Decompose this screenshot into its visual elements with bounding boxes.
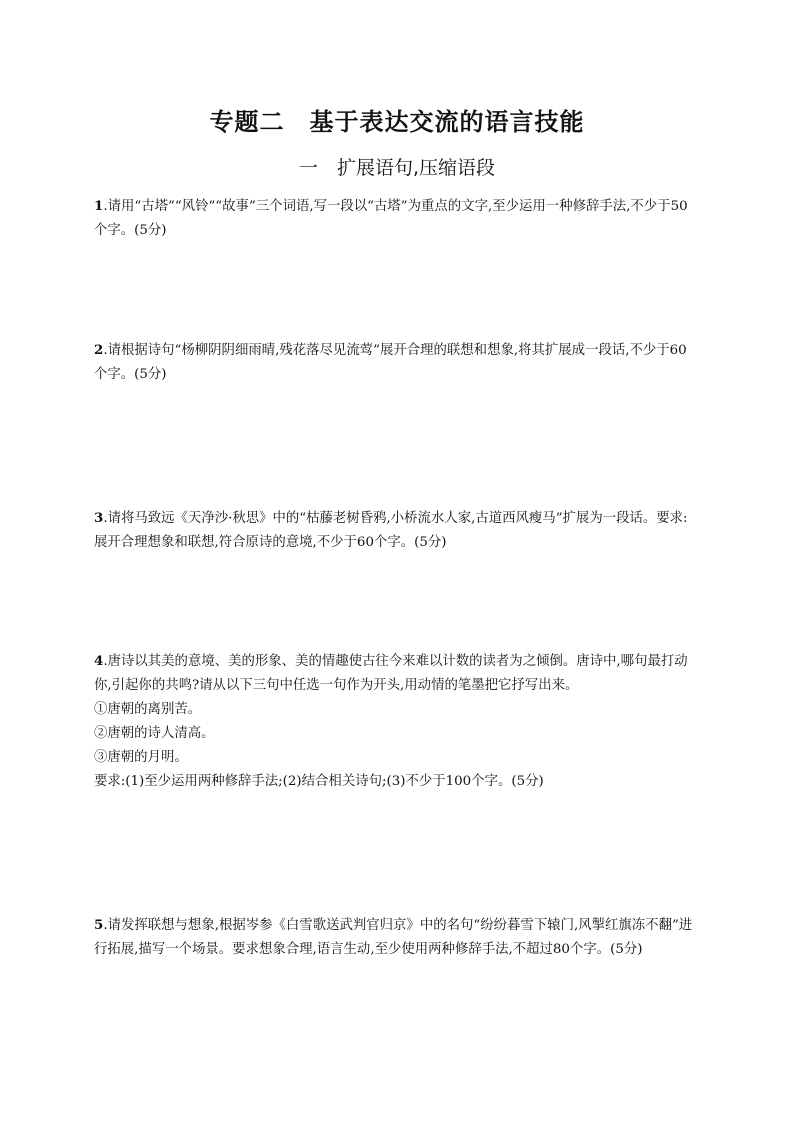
question-text: .请根据诗句“杨柳阴阴细雨晴,残花落尽见流莺”展开合理的联想和想象,将其扩展成一段话,不少于60个字。(5分) [94, 343, 687, 382]
question-number: 5 [94, 917, 104, 933]
question-3 [94, 506, 699, 555]
question-2 [94, 338, 699, 387]
question-1 [94, 194, 699, 243]
section-title: 一 扩展语句,压缩语段 [298, 157, 496, 179]
option-3: ③唐朝的月明。 [94, 750, 188, 765]
question-number: 2 [94, 342, 104, 358]
option-2: ②唐朝的诗人清高。 [94, 726, 215, 741]
question-text: .唐诗以其美的意境、美的形象、美的情趣使古往今来难以计数的读者为之倾倒。唐诗中,哪句最打动你,引起你的共鸣?请从以下三句中任选一句作为开头,用动情的笔墨把它抒写出来。 [94, 654, 688, 693]
question-text: .请用“古塔”“风铃”“故事”三个词语,写一段以“古塔”为重点的文字,至少运用一种修辞手法,不少于50个字。(5分) [94, 199, 688, 238]
option-1: ①唐朝的离别苦。 [94, 702, 202, 717]
question-text: .请发挥联想与想象,根据岑参《白雪歌送武判官归京》中的名句“纷纷暮雪下辕门,风掣红旗冻不翻”进行拓展,描写一个场景。要求想象合理,语言生动,至少使用两种修辞手法,不超过80个字。(5分) [94, 918, 693, 957]
question-5 [94, 913, 699, 962]
question-number: 4 [94, 653, 104, 669]
page-title: 专题二 基于表达交流的语言技能 [209, 108, 585, 136]
question-text: .请将马致远《天净沙·秋思》中的“枯藤老树昏鸦,小桥流水人家,古道西风瘦马”扩展为一段话。要求:展开合理想象和联想,符合原诗的意境,不少于60个字。(5分) [94, 511, 688, 550]
question-number: 1 [94, 198, 104, 214]
question-number: 3 [94, 510, 104, 526]
question-requirement: 要求:(1)至少运用两种修辞手法;(2)结合相关诗句;(3)不少于100个字。(5分) [94, 774, 544, 789]
question-4 [94, 649, 699, 794]
